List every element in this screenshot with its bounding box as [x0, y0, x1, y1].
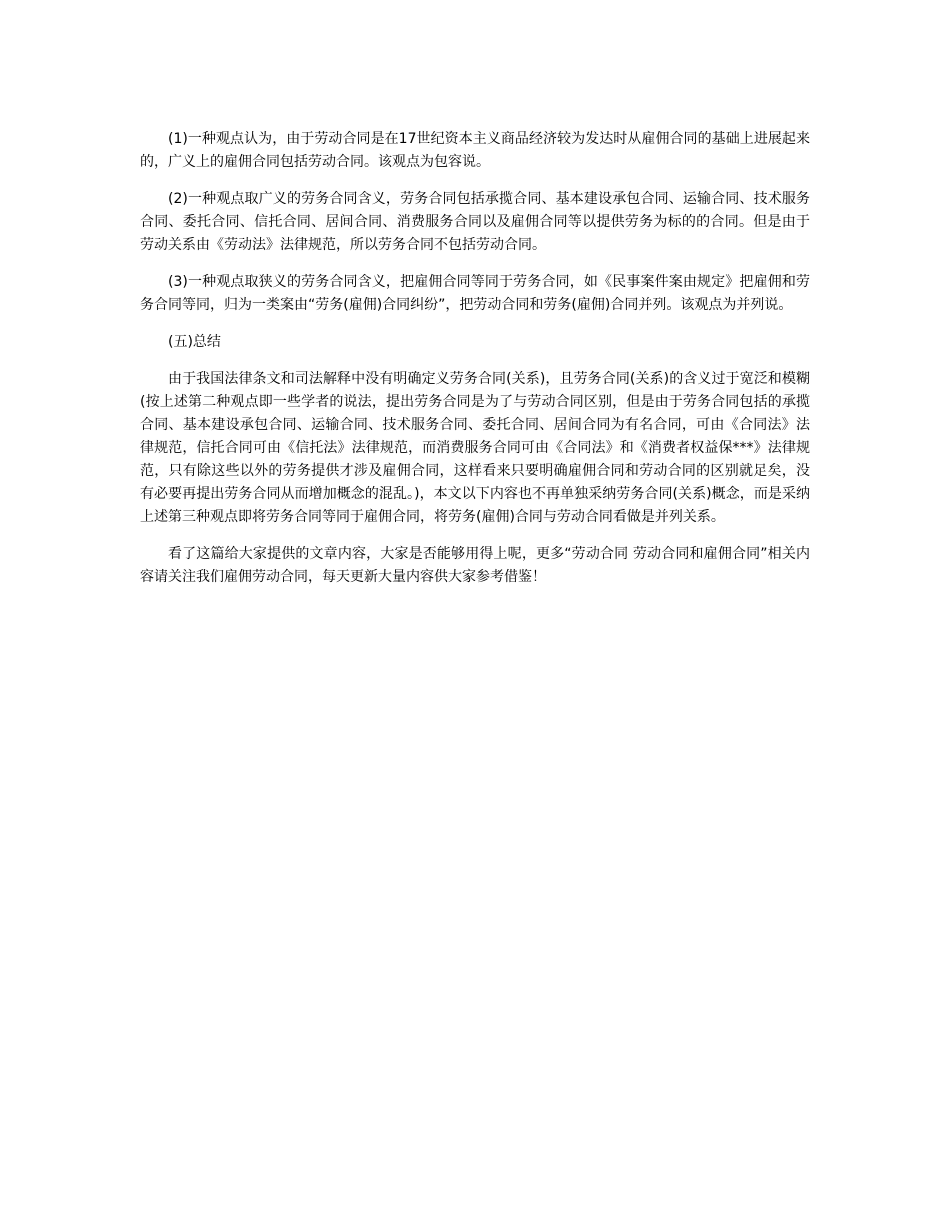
paragraph-closing: 看了这篇给大家提供的文章内容，大家是否能够用得上呢，更多“劳动合同 劳动合同和雇佣合同”相关内容请关注我们雇佣劳动合同，每天更新大量内容供大家参考借鉴！	[140, 546, 810, 585]
paragraph-summary: 由于我国法律条文和司法解释中没有明确定义劳务合同(关系)，且劳务合同(关系)的含义过于宽泛和模糊(按上述第二种观点即一些学者的说法，提出劳务合同是为了与劳动合同区别，但是由于劳务合同包括的承揽合同、基本建设承包合同、运输合同、技术服务合同、委托合同、居间合同为有名合同，可由《合同法》法律规范，信托合同可由《信托法》法律规范，而消费服务合同可由《合同法》和《消费者权益保***》法律规范，只有除这些以外的劳务提供才涉及雇佣合同，这样看来只要明确雇佣合同和劳动合同的区别就足矣，没有必要再提出劳务合同从而增加概念的混乱。)，本文以下内容也不再单独采纳劳务合同(关系)概念，而是采纳上述第三种观点即将劳务合同等同于雇佣合同，将劳务(雇佣)合同与劳动合同看做是并列关系。	[140, 371, 810, 525]
section-heading-summary: (五)总结	[168, 334, 221, 350]
document-body	[140, 128, 810, 603]
paragraph-view-inclusion: (1)一种观点认为，由于劳动合同是在17世纪资本主义商品经济较为发达时从雇佣合同的基础上进展起来的，广义上的雇佣合同包括劳动合同。该观点为包容说。	[140, 131, 810, 170]
paragraph-view-narrow: (3)一种观点取狭义的劳务合同含义，把雇佣合同等同于劳务合同，如《民事案件案由规定》把雇佣和劳务合同等同，归为一类案由“劳务(雇佣)合同纠纷”，把劳动合同和劳务(雇佣)合同并列。该观点为并列说。	[140, 274, 810, 313]
paragraph-view-broad: (2)一种观点取广义的劳务合同含义，劳务合同包括承揽合同、基本建设承包合同、运输合同、技术服务合同、委托合同、信托合同、居间合同、消费服务合同以及雇佣合同等以提供劳务为标的的合同。但是由于劳动关系由《劳动法》法律规范，所以劳务合同不包括劳动合同。	[140, 191, 810, 253]
